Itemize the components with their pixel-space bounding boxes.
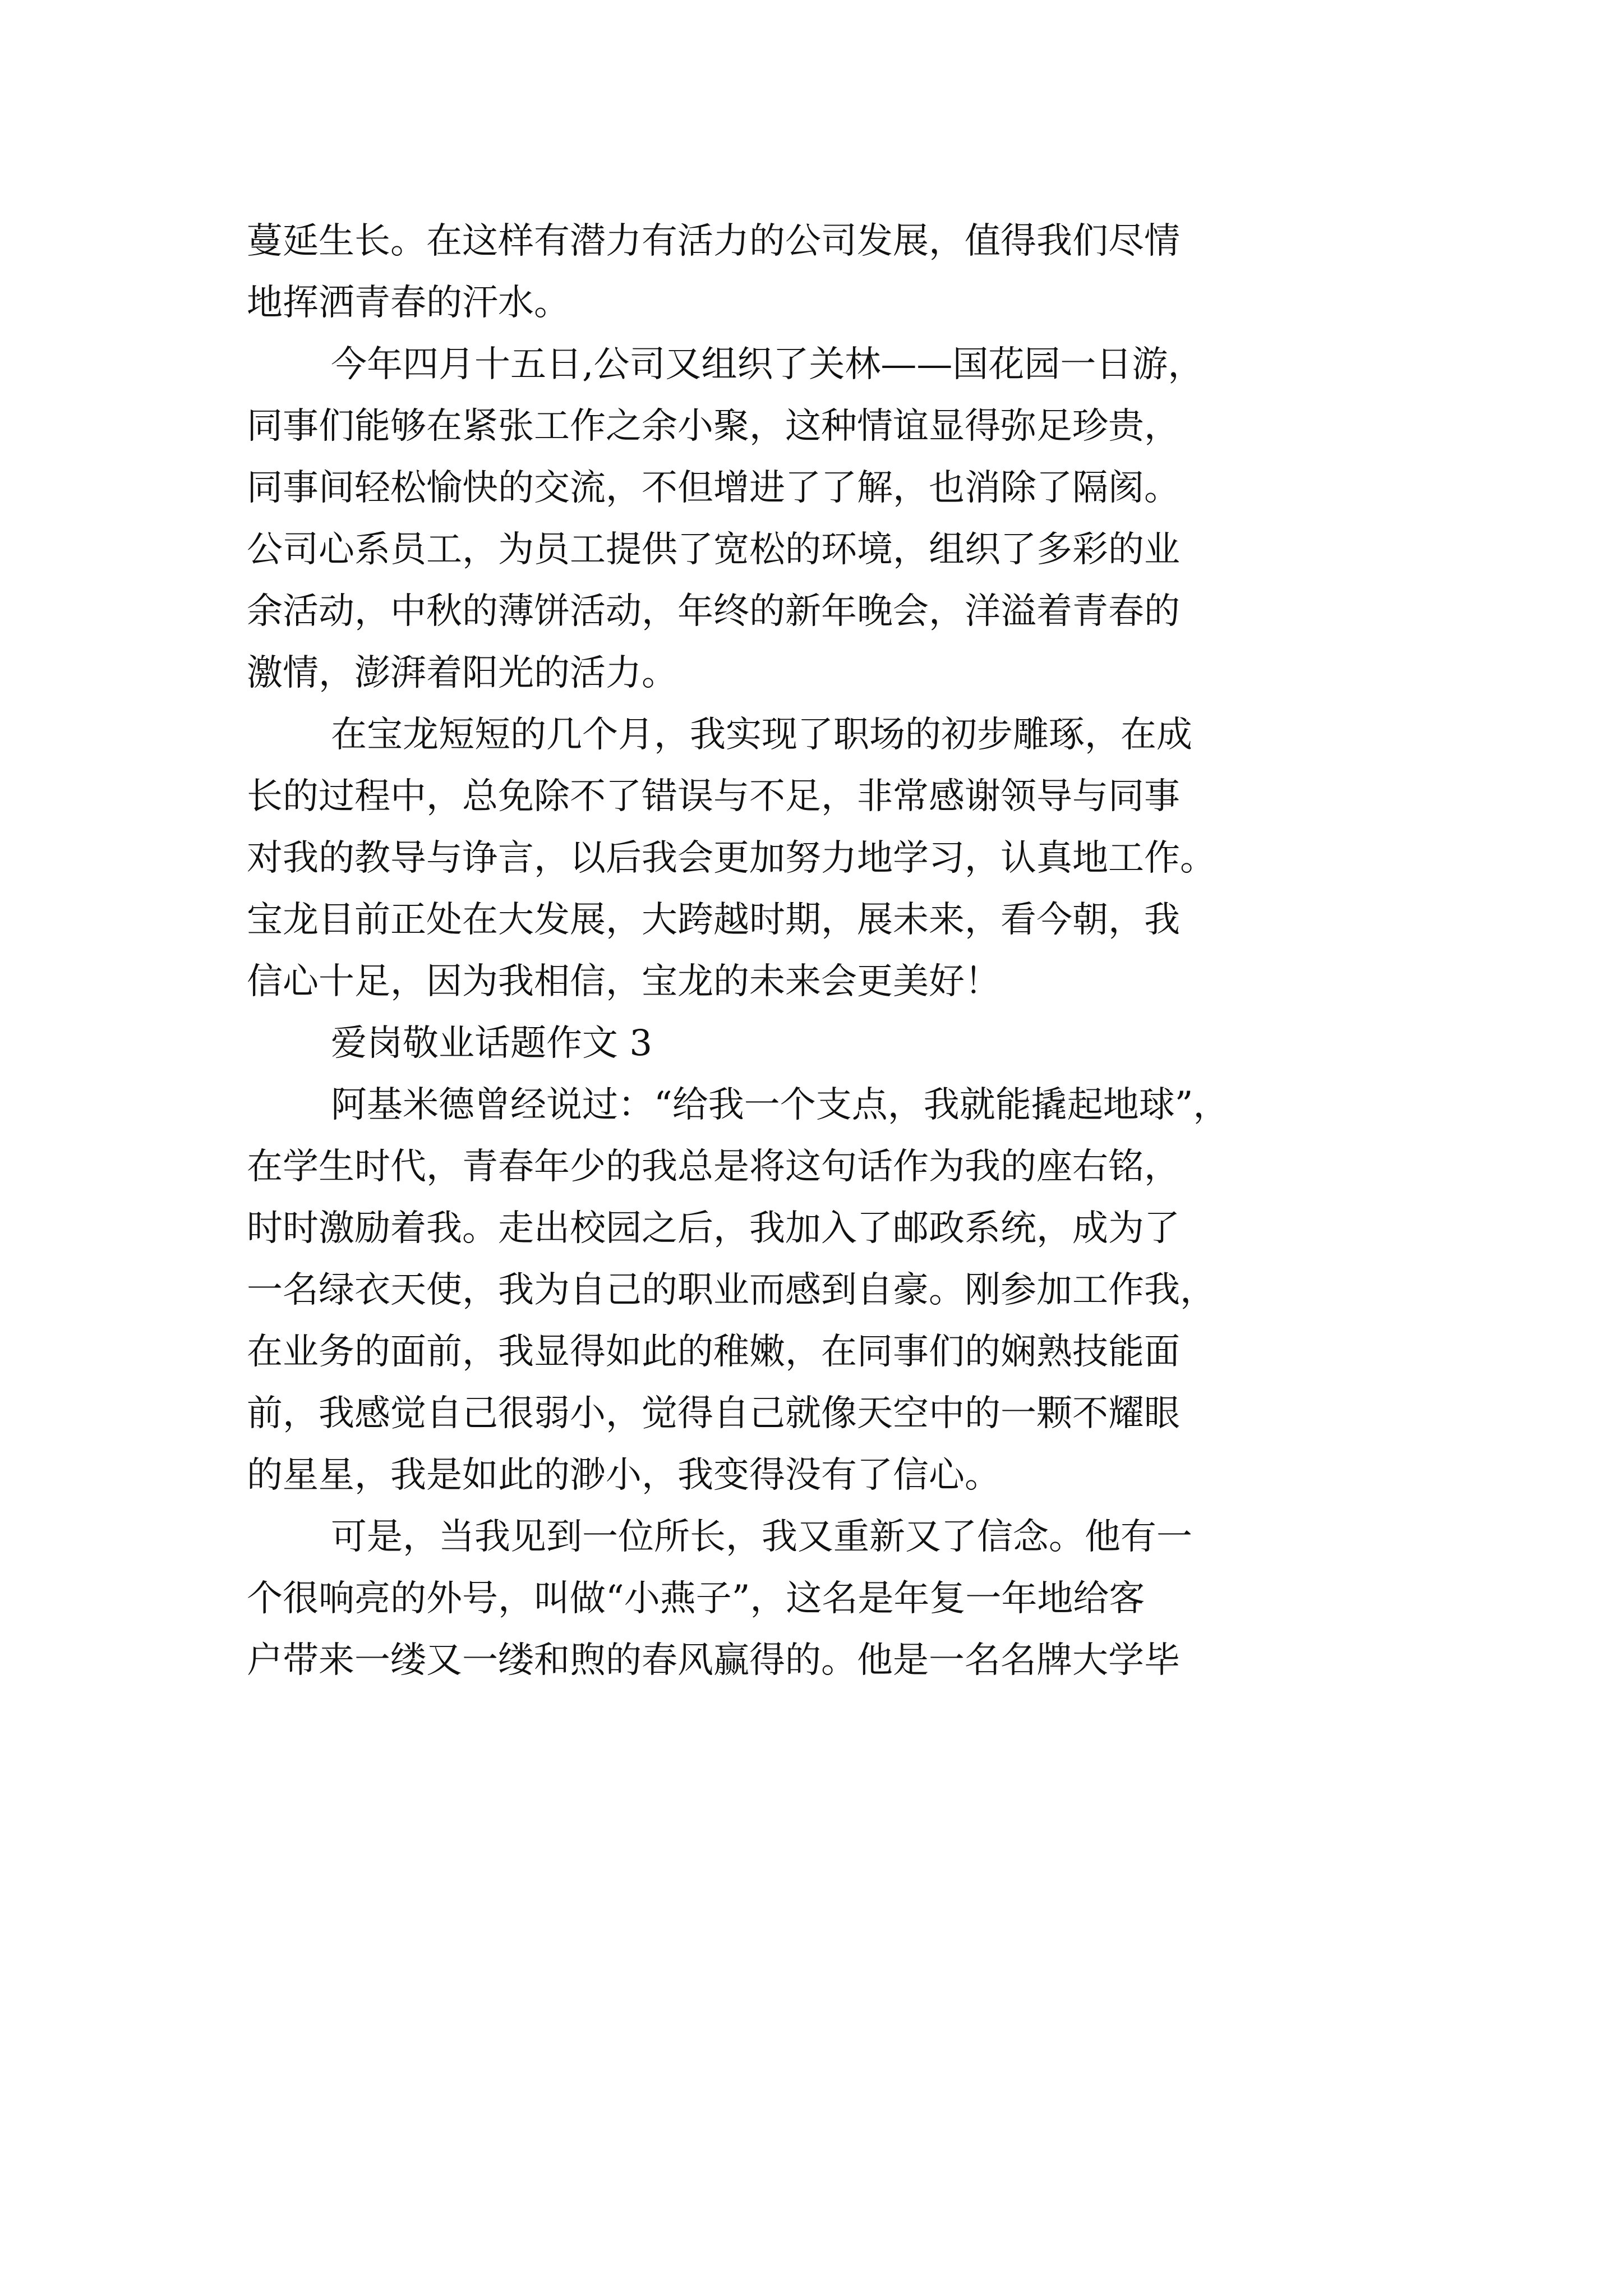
text-line-16: 在学生时代，青春年少的我总是将这句话作为我的座右铭， xyxy=(247,1146,1180,1188)
text-line-8: 激情，澎湃着阳光的活力。 xyxy=(247,652,677,694)
text-line-5: 同事间轻松愉快的交流，不但增进了了解，也消除了隔阂。 xyxy=(247,467,1180,509)
essay-body xyxy=(247,210,1424,1691)
text-line-19: 在业务的面前，我显得如此的稚嫩，在同事们的娴熟技能面 xyxy=(247,1331,1180,1373)
text-line-12: 宝龙目前正处在大发展，大跨越时期，展未来，看今朝，我 xyxy=(247,899,1180,941)
text-line-6: 公司心系员工，为员工提供了宽松的环境，组织了多彩的业 xyxy=(247,529,1180,570)
text-line-3: 今年四月十五日,公司又组织了关林——国花园一日游， xyxy=(331,344,1204,385)
text-line-13: 信心十足，因为我相信，宝龙的未来会更美好！ xyxy=(247,961,1000,1002)
text-line-20: 前，我感觉自己很弱小，觉得自己就像天空中的一颗不耀眼 xyxy=(247,1393,1180,1434)
text-line-17: 时时激励着我。走出校园之后，我加入了邮政系统，成为了 xyxy=(247,1208,1180,1249)
text-line-11: 对我的教导与诤言，以后我会更加努力地学习，认真地工作。 xyxy=(247,838,1216,879)
text-line-24: 户带来一缕又一缕和煦的春风赢得的。他是一名名牌大学毕 xyxy=(247,1640,1180,1681)
text-line-22: 可是，当我见到一位所长，我又重新又了信念。他有一 xyxy=(331,1516,1192,1558)
text-line-2: 地挥洒青春的汗水。 xyxy=(247,282,570,324)
text-line-9: 在宝龙短短的几个月，我实现了职场的初步雕琢，在成 xyxy=(331,714,1192,756)
text-line-4: 同事们能够在紧张工作之余小聚，这种情谊显得弥足珍贵， xyxy=(247,406,1180,447)
text-line-21: 的星星，我是如此的渺小，我变得没有了信心。 xyxy=(247,1455,1000,1496)
text-line-10: 长的过程中，总免除不了错误与不足，非常感谢领导与同事 xyxy=(247,776,1180,817)
section-heading: 爱岗敬业话题作文 3 xyxy=(331,1023,653,1064)
text-line-1: 蔓延生长。在这样有潜力有活力的公司发展，值得我们尽情 xyxy=(247,220,1180,262)
text-line-15: 阿基米德曾经说过：“给我一个支点，我就能撬起地球”， xyxy=(331,1084,1229,1126)
text-line-18: 一名绿衣天使，我为自己的职业而感到自豪。刚参加工作我， xyxy=(247,1269,1216,1311)
text-line-23: 个很响亮的外号，叫做“小燕子”，这名是年复一年地给客 xyxy=(247,1578,1145,1619)
text-line-7: 余活动，中秋的薄饼活动，年终的新年晚会，洋溢着青春的 xyxy=(247,591,1180,632)
